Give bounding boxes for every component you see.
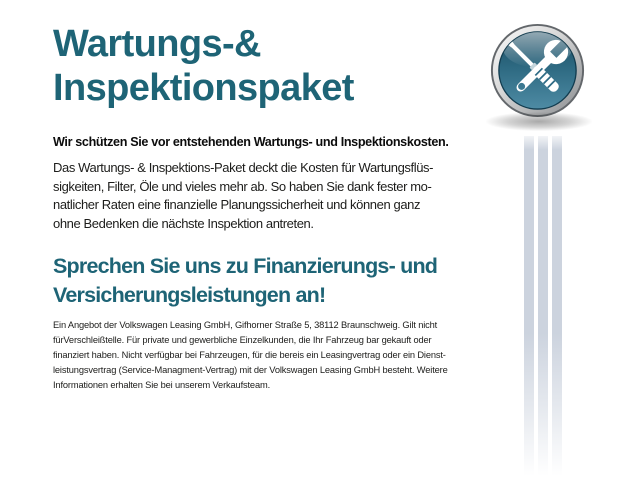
stripe	[538, 136, 548, 476]
stripe	[524, 136, 534, 476]
legal-line: leistungsvertrag (Service-Managment-Vertrag) mit der Volkswagen Leasing GmbH besteht. Weitere	[53, 365, 448, 375]
lead-text: Wir schützen Sie vor entstehenden Wartungs- und Inspektionskosten.	[53, 135, 449, 149]
icon-shadow	[486, 112, 592, 131]
page-title-line2: Inspektionspaket	[53, 67, 354, 109]
intro-line: natlicher Raten eine finanzielle Planungssicherheit und können ganz	[53, 197, 421, 213]
tools-icon-graphic	[489, 22, 586, 119]
legal-text	[53, 318, 448, 393]
cta-heading-line2: Versicherungsleistungen an!	[53, 283, 326, 307]
cta-heading-line1: Sprechen Sie uns zu Finanzierungs- und	[53, 254, 438, 278]
legal-line: finanziert haben. Nicht verfügbar bei Fahrzeugen, für die bereis ein Leasingvertrag oder ein Dienst-	[53, 350, 446, 360]
legal-line: Informationen erhalten Sie bei unserem Verkaufsteam.	[53, 380, 271, 390]
intro-line: ohne Bedenken die nächste Inspektion antreten.	[53, 215, 314, 231]
intro-line: Das Wartungs- & Inspektions-Paket deckt die Kosten für Wartungsflüs-	[53, 160, 434, 175]
legal-line: Ein Angebot der Volkswagen Leasing GmbH, Gifhorner Straße 5, 38112 Braunschweig. Gilt nicht	[53, 320, 438, 330]
cta-heading	[53, 252, 437, 310]
intro-line: sigkeiten, Filter, Öle und vieles mehr ab. So haben Sie dank fester mo-	[53, 178, 432, 194]
stripe	[552, 136, 562, 476]
intro-paragraph	[53, 159, 433, 233]
tools-icon	[489, 22, 586, 119]
page-title-line1: Wartungs-&	[53, 23, 261, 65]
decorative-stripes	[524, 136, 564, 476]
page-title	[53, 22, 354, 110]
legal-line: fürVerschleißtelle. Für private und gewerbliche Einzelkunden, die Ihr Fahrzeug bar gekauft oder	[53, 335, 432, 345]
